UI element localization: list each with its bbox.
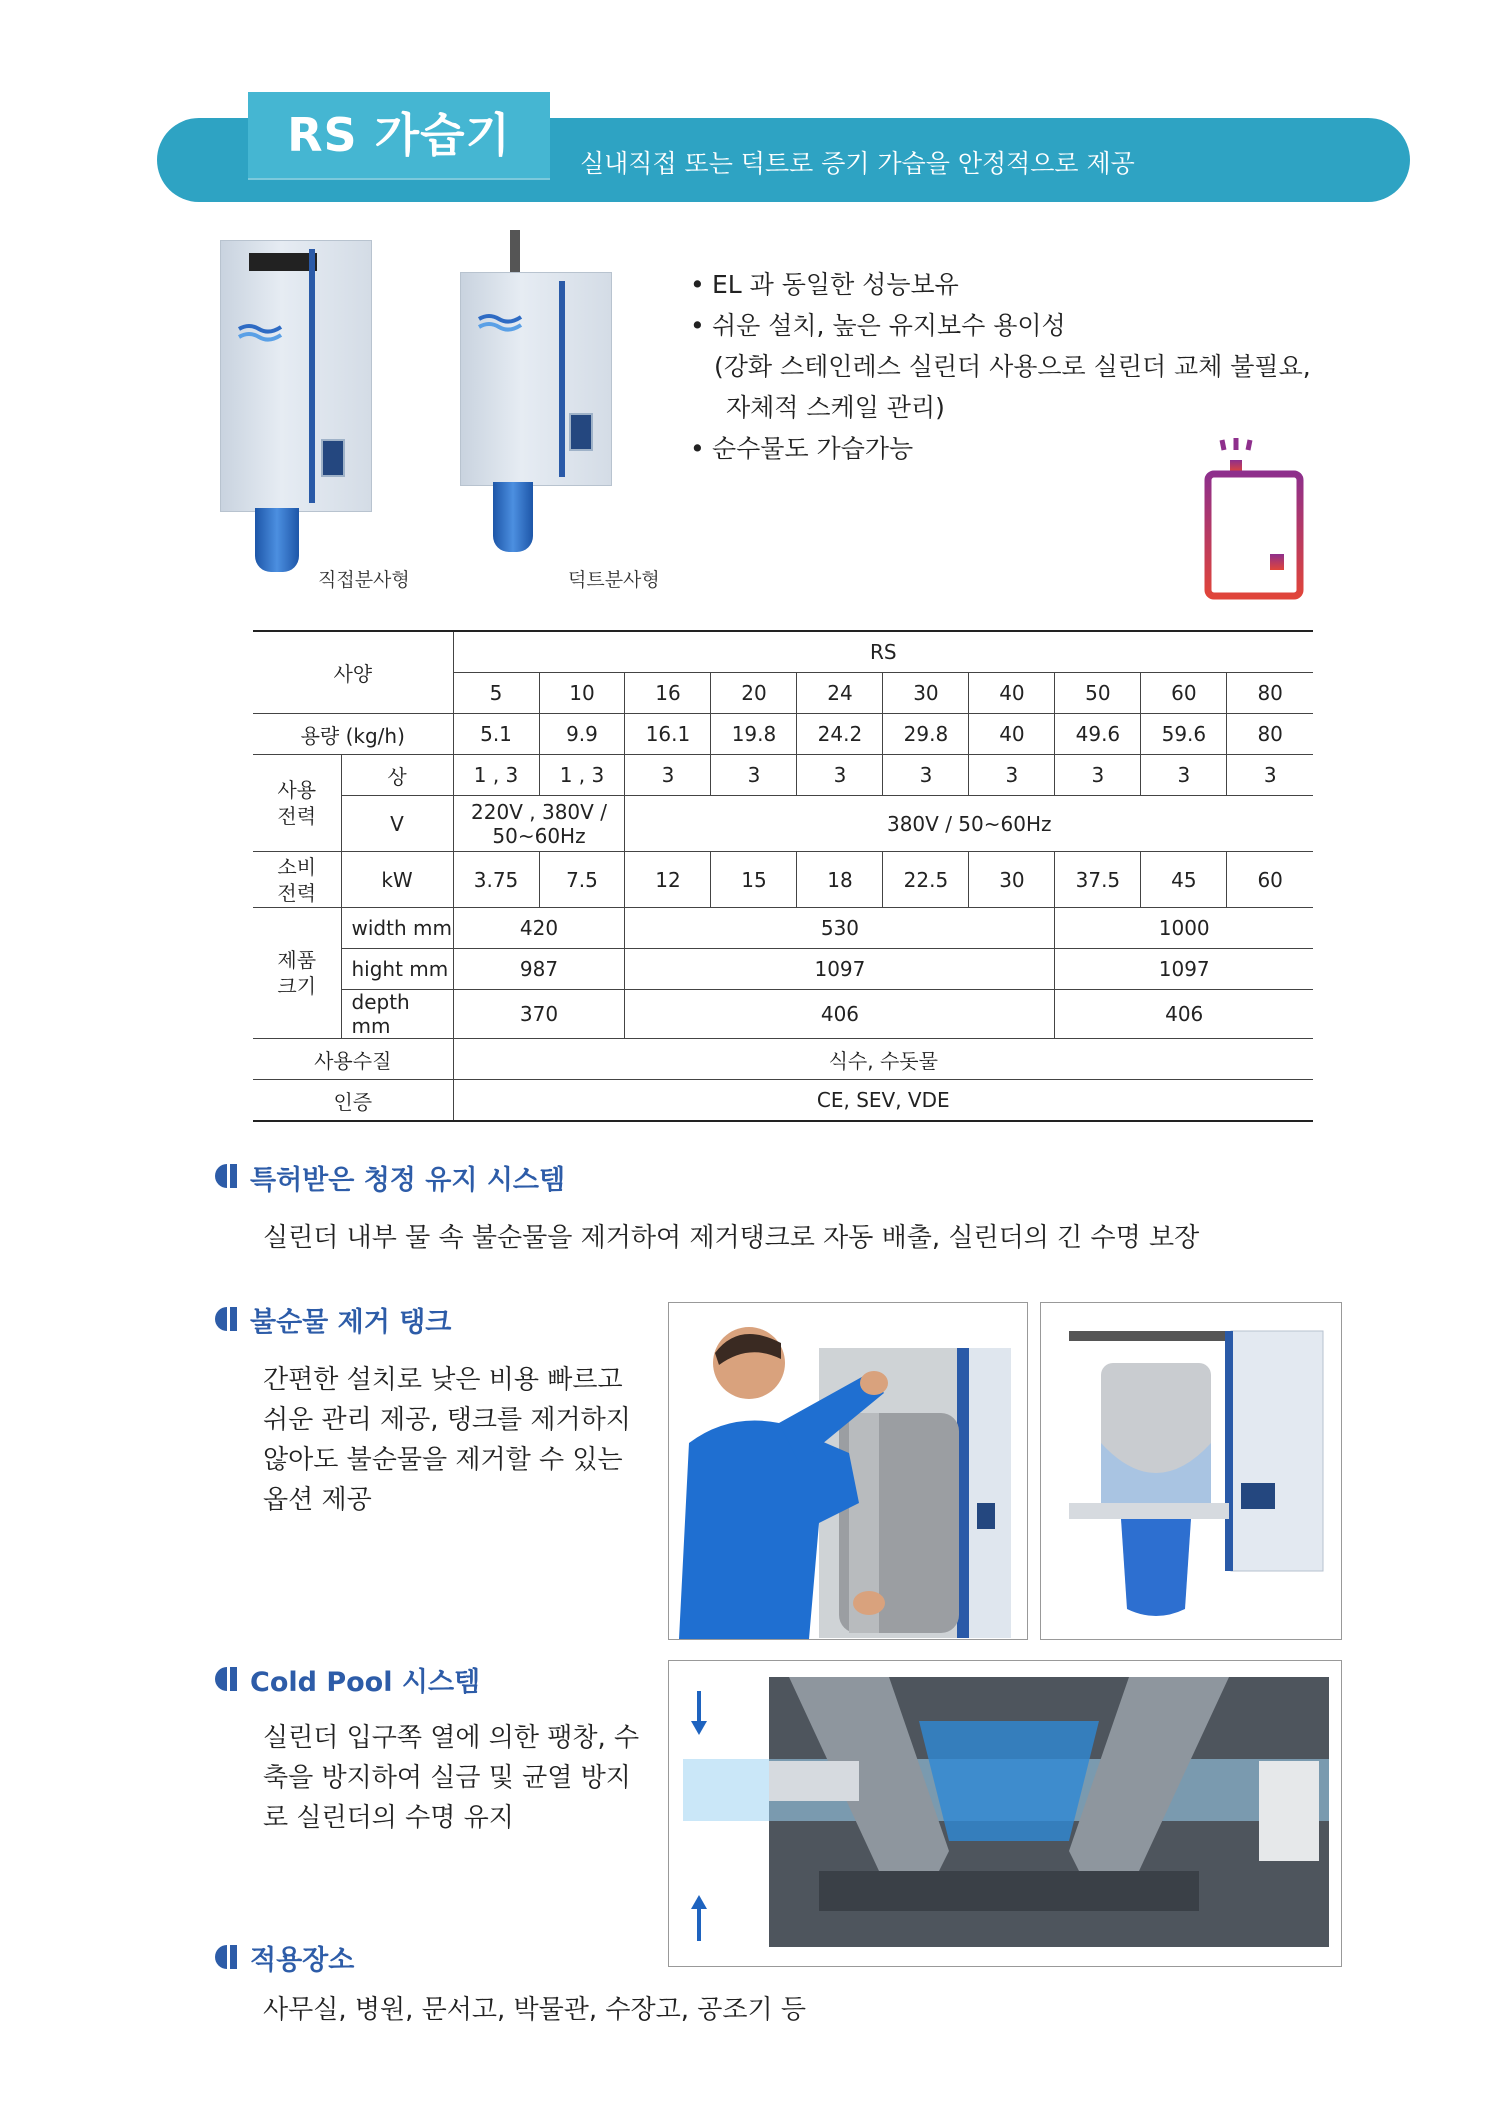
table-cell: 80 [1227, 714, 1313, 755]
table-cell: 24.2 [797, 714, 883, 755]
unit-body [460, 272, 612, 486]
table-cell: 3 [883, 755, 969, 796]
row-group-label: 제품 크기 [253, 908, 341, 1039]
caption-direct: 직접분사형 [318, 569, 410, 591]
table-cell: 40 [969, 714, 1055, 755]
table-cell: 24 [797, 673, 883, 714]
section-body-cold-pool [263, 1718, 653, 1838]
table-cell: 3 [1227, 755, 1313, 796]
table-cell: 1 , 3 [539, 755, 625, 796]
cert-row [253, 1080, 1313, 1122]
capacity-row [253, 714, 1313, 755]
depth-row [253, 990, 1313, 1039]
table-cell: 3 [1055, 755, 1141, 796]
body-line: 옵션 제공 [263, 1485, 372, 1515]
wave-logo-icon [477, 311, 523, 333]
wave-logo-icon [237, 321, 283, 343]
table-cell: 60 [1227, 852, 1313, 908]
water-row [253, 1039, 1313, 1080]
table-cell: 20 [711, 673, 797, 714]
table-cell: 7.5 [539, 852, 625, 908]
model-header-cell: RS [453, 631, 1313, 673]
table-cell: 5.1 [453, 714, 539, 755]
table-cell: 60 [1141, 673, 1227, 714]
table-cell: 420 [453, 908, 625, 949]
table-cell: 10 [539, 673, 625, 714]
row-label: 용량 (kg/h) [253, 714, 453, 755]
cold-pool-diagram [668, 1660, 1342, 1967]
table-cell: 3 [969, 755, 1055, 796]
body-line: 축을 방지하여 실금 및 균열 방지 [263, 1763, 631, 1793]
table-cell: 16 [625, 673, 711, 714]
table-cell: 987 [453, 949, 625, 990]
table-cell: 9.9 [539, 714, 625, 755]
table-cell: 406 [1055, 990, 1313, 1039]
table-cell: 29.8 [883, 714, 969, 755]
table-cell: 5 [453, 673, 539, 714]
table-cell: 16.1 [625, 714, 711, 755]
row-label: 사용수질 [253, 1039, 453, 1080]
row-group-label: 소비 전력 [253, 852, 341, 908]
table-cell: 식수, 수돗물 [453, 1039, 1313, 1080]
table-cell: 3 [711, 755, 797, 796]
section-body-patent: 실린더 내부 물 속 불순물을 제거하여 제거탱크로 자동 배출, 실린더의 긴 수명 보장 [263, 1223, 1200, 1253]
table-cell: 1000 [1055, 908, 1313, 949]
table-cell: 3 [1141, 755, 1227, 796]
table-cell: 15 [711, 852, 797, 908]
feature-subtext: 자체적 스케일 관리) [726, 393, 945, 422]
row-label: depth mm [341, 990, 453, 1039]
table-cell: 3.75 [453, 852, 539, 908]
phase-row [253, 755, 1313, 796]
table-cell: 30 [969, 852, 1055, 908]
table-cell: 19.8 [711, 714, 797, 755]
product-image-duct [455, 228, 625, 558]
table-cell: 370 [453, 990, 625, 1039]
table-cell: 80 [1227, 673, 1313, 714]
table-cell: 12 [625, 852, 711, 908]
table-cell: 530 [625, 908, 1055, 949]
section-body-tank [263, 1360, 643, 1520]
row-label: width mm [341, 908, 453, 949]
body-line: 실린더 입구쪽 열에 의한 팽창, 수 [263, 1723, 640, 1753]
row-label: kW [341, 852, 453, 908]
page-title: RS 가습기 [287, 108, 511, 162]
cylinder [255, 508, 299, 572]
feature-item: • EL 과 동일한 성능보유 [690, 264, 1330, 305]
section-title-patent: 특허받은 청정 유지 시스템 [250, 1165, 566, 1196]
cold-pool-illustration [669, 1661, 1341, 1966]
table-cell: 50 [1055, 673, 1141, 714]
row-label: hight mm [341, 949, 453, 990]
spec-table [253, 630, 1313, 1122]
section-body-places: 사무실, 병원, 문서고, 박물관, 수장고, 공조기 등 [263, 1995, 806, 2025]
voltage-row [253, 796, 1313, 852]
feature-subtext: (강화 스테인레스 실린더 사용으로 실린더 교체 불필요, [714, 352, 1311, 381]
product-image-direct [215, 240, 375, 580]
section-title-places: 적용장소 [250, 1945, 355, 1976]
technician-illustration [669, 1303, 1027, 1639]
table-cell: CE, SEV, VDE [453, 1080, 1313, 1122]
feature-item: • 순수물도 가습가능 [690, 428, 1330, 469]
section-title-tank: 불순물 제거 탱크 [250, 1307, 452, 1338]
caption-duct: 덕트분사형 [568, 569, 660, 591]
control-panel [321, 439, 345, 477]
table-cell: 49.6 [1055, 714, 1141, 755]
title-box [248, 92, 550, 178]
table-cell: 59.6 [1141, 714, 1227, 755]
control-panel [569, 413, 593, 451]
table-cell: 380V / 50~60Hz [625, 796, 1313, 852]
humidifier-icon [1200, 436, 1310, 604]
page-subtitle: 실내직접 또는 덕트로 증기 가습을 안정적으로 제공 [580, 149, 1135, 178]
feature-item: • 쉬운 설치, 높은 유지보수 용이성 [690, 305, 1330, 346]
table-cell: 1097 [1055, 949, 1313, 990]
body-line: 않아도 불순물을 제거할 수 있는 [263, 1445, 623, 1475]
steam-pipe [510, 230, 520, 274]
table-cell: 45 [1141, 852, 1227, 908]
section-title-cold-pool: Cold Pool 시스템 [250, 1667, 481, 1698]
table-cell: 1 , 3 [453, 755, 539, 796]
row-label: 상 [341, 755, 453, 796]
table-cell: 40 [969, 673, 1055, 714]
table-cell: 3 [797, 755, 883, 796]
table-cell: 406 [625, 990, 1055, 1039]
table-cell: 18 [797, 852, 883, 908]
cylinder [493, 482, 533, 552]
photo-opened-unit [1040, 1302, 1342, 1640]
section-marker-icon [213, 1665, 239, 1693]
table-cell: 37.5 [1055, 852, 1141, 908]
unit-body [220, 240, 372, 512]
table-cell: 1097 [625, 949, 1055, 990]
section-marker-icon [213, 1943, 239, 1971]
row-group-label: 사용 전력 [253, 755, 341, 852]
section-marker-icon [213, 1305, 239, 1333]
table-cell: 220V , 380V / 50~60Hz [453, 796, 625, 852]
vent-grille [249, 253, 317, 271]
height-row [253, 949, 1313, 990]
photo-technician [668, 1302, 1028, 1640]
width-row [253, 908, 1313, 949]
table-cell: 30 [883, 673, 969, 714]
table-cell: 3 [625, 755, 711, 796]
body-line: 로 실린더의 수명 유지 [263, 1803, 514, 1833]
body-line: 쉬운 관리 제공, 탱크를 제거하지 [263, 1405, 631, 1435]
body-line: 간편한 설치로 낮은 비용 빠르고 [263, 1365, 623, 1395]
section-marker-icon [213, 1162, 239, 1190]
row-label: V [341, 796, 453, 852]
table-cell: 22.5 [883, 852, 969, 908]
kw-row [253, 852, 1313, 908]
row-label: 인증 [253, 1080, 453, 1122]
spec-header-cell: 사양 [253, 631, 453, 714]
opened-unit-illustration [1041, 1303, 1341, 1639]
